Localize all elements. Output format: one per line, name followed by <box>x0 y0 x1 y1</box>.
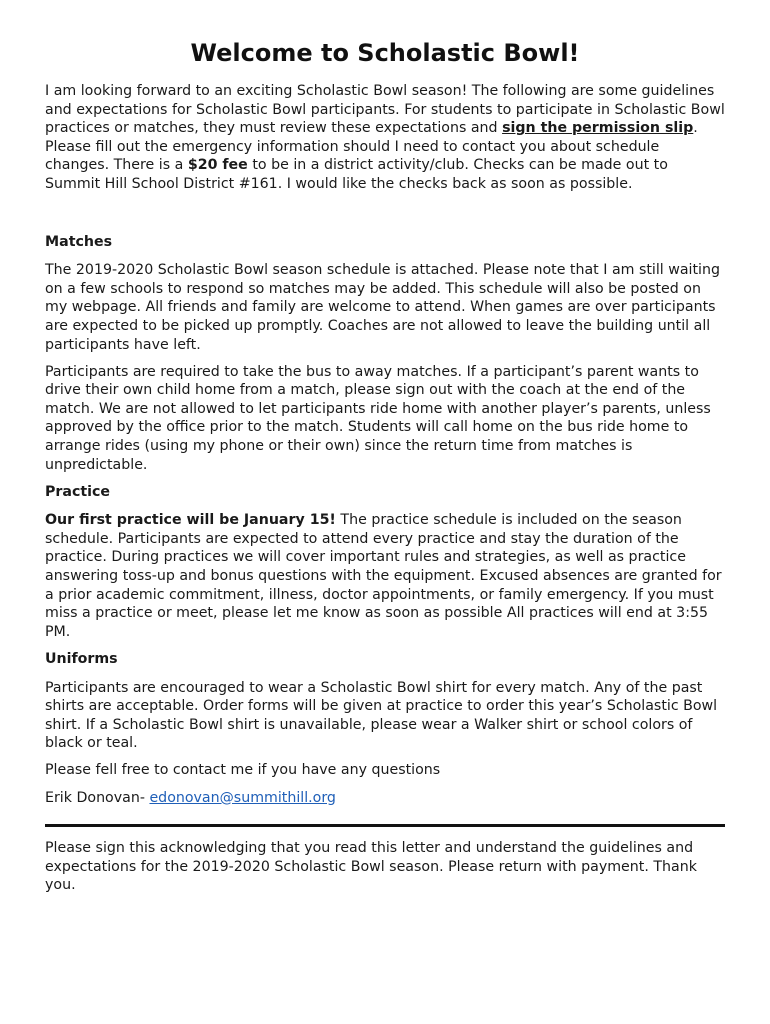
acknowledgment-paragraph: Please sign this acknowledging that you read this letter and understand the guidelines and expectations for the 2019-2020 Scholastic Bowl season. Please return with payment. Thank you. <box>45 840 697 894</box>
sign-permission-slip-text: sign the permission slip <box>502 120 694 137</box>
page-title: Welcome to Scholastic Bowl! <box>190 39 580 67</box>
signature-line <box>45 789 725 808</box>
practice-heading: Practice <box>45 483 111 500</box>
fee-text: $20 fee <box>187 157 248 174</box>
intro-text-2: . Please fill out the emergency information should I need to contact you about schedule changes. There is a <box>45 120 698 174</box>
coach-name: Erik Donovan- <box>45 789 150 806</box>
matches-paragraph-2: Participants are required to take the bus to away matches. If a participant’s parent wants to drive their own child home from a match, please sign out with the coach at the end of the match. We are not allowed to let participants ride home with another player’s parents, unless approved by the office prior to the match. Students will call home on the bus ride home to arrange rides (using my phone or their own) since the return time from matches is unpredictable. <box>45 363 711 473</box>
intro-text-3: to be in a district activity/club. Checks can be made out to Summit Hill School District #161. I would like the checks back as soon as possible. <box>45 157 668 192</box>
contact-line: Please fell free to contact me if you have any questions <box>45 762 441 779</box>
matches-paragraph-1: The 2019-2020 Scholastic Bowl season schedule is attached. Please note that I am still waiting on a few schools to respond so matches may be added. This schedule will also be posted on my webpage. All friends and family are welcome to attend. When games are over participants are expected to be picked up promptly. Coaches are not allowed to leave the building until all participants have left. <box>45 262 721 353</box>
email-link[interactable]: edonovan@summithill.org <box>149 789 336 806</box>
intro-text-1: I am looking forward to an exciting Scholastic Bowl season! The following are some guidelines and expectations for Scholastic Bowl participants. For students to participate in Scholastic Bowl practices or matches, they must review these expectations and <box>45 83 725 137</box>
first-practice-date: Our first practice will be January 15! <box>45 512 336 529</box>
divider <box>45 824 725 827</box>
practice-paragraph <box>45 511 725 641</box>
intro-paragraph <box>45 82 725 194</box>
matches-heading: Matches <box>45 233 113 250</box>
uniforms-paragraph: Participants are encouraged to wear a Scholastic Bowl shirt for every match. Any of the past shirts are acceptable. Order forms will be given at practice to order this year’s Scholastic Bowl shirt. If a Scholastic Bowl shirt is unavailable, please wear a Walker shirt or school colors of black or teal. <box>45 679 718 752</box>
practice-text: The practice schedule is included on the season schedule. Participants are expected to attend every practice and stay the duration of the practice. During practices we will cover important rules and strategies, as well as practice answering toss-up and bonus questions with the equipment. Excused absences are granted for a prior academic commitment, illness, doctor appointments, or family emergency. If you must miss a practice or meet, please let me know as soon as possible All practices will end at 3:55 PM. <box>45 512 722 640</box>
letter-page <box>45 38 725 903</box>
uniforms-heading: Uniforms <box>45 650 118 667</box>
